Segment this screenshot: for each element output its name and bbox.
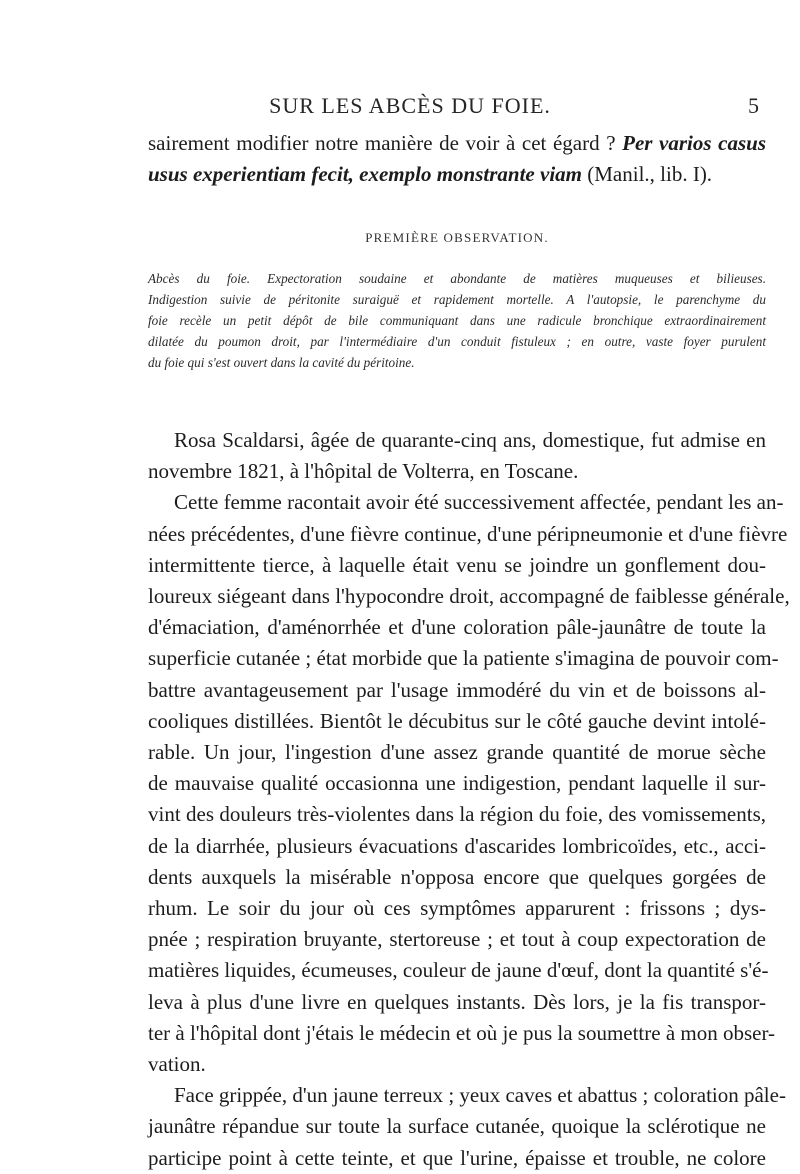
summary-line: Indigestion suivie de péritonite suraiguë et rapidement mortelle. A l'autopsie, le parenchyme du	[148, 292, 766, 307]
paragraph-2-line: ter à l'hôpital dont j'étais le médecin et où je pus la soumettre à mon obser-	[148, 1020, 776, 1045]
paragraph-2-line: superficie cutanée ; état morbide que la patiente s'imagina de pouvoir com-	[148, 646, 779, 671]
paragraph-1-line: Rosa Scaldarsi, âgée de quarante-cinq ans, domestique, fut admise en	[174, 428, 766, 452]
paragraph-2-line: vation.	[148, 1052, 206, 1077]
paragraph-1-line: novembre 1821, à l'hôpital de Volterra, en Toscane.	[148, 459, 579, 484]
paragraph-2-line: battre avantageusement par l'usage immodéré du vin et de boissons al-	[148, 677, 766, 702]
paragraph-2-line: matières liquides, écumeuses, couleur de jaune d'œuf, dont la quantité s'é-	[148, 958, 769, 983]
paragraph-2-line: cooliques distillées. Bientôt le décubitus sur le côté gauche devint intolé-	[148, 708, 766, 733]
latin-quote-end: usus experientiam fecit, exemplo monstrante viam	[148, 162, 582, 186]
summary-line: du foie qui s'est ouvert dans la cavité du péritoine.	[148, 355, 415, 370]
paragraph-2-line: rable. Un jour, l'ingestion d'une assez grande quantité de morue sèche	[148, 740, 766, 765]
running-title: SUR LES ABCÈS DU FOIE.	[269, 93, 551, 118]
paragraph-2-line: de la diarrhée, plusieurs évacuations d'ascarides lombricoïdes, etc., acci-	[148, 833, 766, 858]
observation-heading: PREMIÈRE OBSERVATION.	[365, 230, 549, 245]
paragraph-2-line: pnée ; respiration bruyante, stertoreuse ; et tout à coup expectoration de	[148, 927, 766, 952]
intro-line-1	[148, 128, 766, 159]
paragraph-3-line: Face grippée, d'un jaune terreux ; yeux caves et abattus ; coloration pâle-	[174, 1083, 786, 1108]
summary-line: dilatée du poumon droit, par l'intermédiaire d'un conduit fistuleux ; en outre, vaste foyer purulent	[148, 334, 766, 349]
observation-summary	[148, 268, 766, 373]
summary-line: foie recèle un petit dépôt de bile communiquant dans une radicule bronchique extraordinairement	[148, 313, 766, 328]
page-number: 5	[748, 93, 759, 118]
paragraph-3-line: jaunâtre répandue sur toute la surface cutanée, quoique la sclérotique ne	[148, 1114, 766, 1139]
paragraph-2-line: Cette femme racontait avoir été successivement affectée, pendant les an-	[174, 490, 784, 515]
intro-paragraph	[148, 128, 766, 190]
summary-line: Abcès du foie. Expectoration soudaine et abondante de matières muqueuses et bilieuses.	[148, 271, 766, 286]
paragraph-2-line: vint des douleurs très-violentes dans la région du foie, des vomissements,	[148, 802, 766, 827]
paragraph-2-line: d'émaciation, d'aménorrhée et d'une coloration pâle-jaunâtre de toute la	[148, 615, 766, 640]
paragraph-3-line: participe point à cette teinte, et que l'urine, épaisse et trouble, ne colore	[148, 1145, 766, 1170]
citation: (Manil., lib. I).	[582, 162, 713, 186]
paragraph-2-line: loureux siégeant dans l'hypocondre droit, accompagné de faiblesse générale,	[148, 584, 790, 609]
paragraph-2-line: leva à plus d'une livre en quelques instants. Dès lors, je la fis transpor-	[148, 989, 766, 1014]
paragraph-2-line: de mauvaise qualité occasionna une indigestion, pendant laquelle il sur-	[148, 771, 766, 796]
latin-quote-start: Per varios casus	[622, 131, 766, 155]
paragraph-2-line: nées précédentes, d'une fièvre continue, d'une péripneumonie et d'une fièvre	[148, 521, 788, 546]
intro-line-2	[148, 159, 766, 190]
paragraph-2-line: intermittente tierce, à laquelle était venu se joindre un gonflement dou-	[148, 552, 766, 577]
paragraph-2-line: rhum. Le soir du jour où ces symptômes apparurent : frissons ; dys-	[148, 896, 766, 921]
intro-line-1-text: sairement modifier notre manière de voir à cet égard ?	[148, 131, 623, 155]
body-text	[148, 425, 790, 1174]
paragraph-2-line: dents auxquels la misérable n'opposa encore que quelques gorgées de	[148, 864, 766, 889]
